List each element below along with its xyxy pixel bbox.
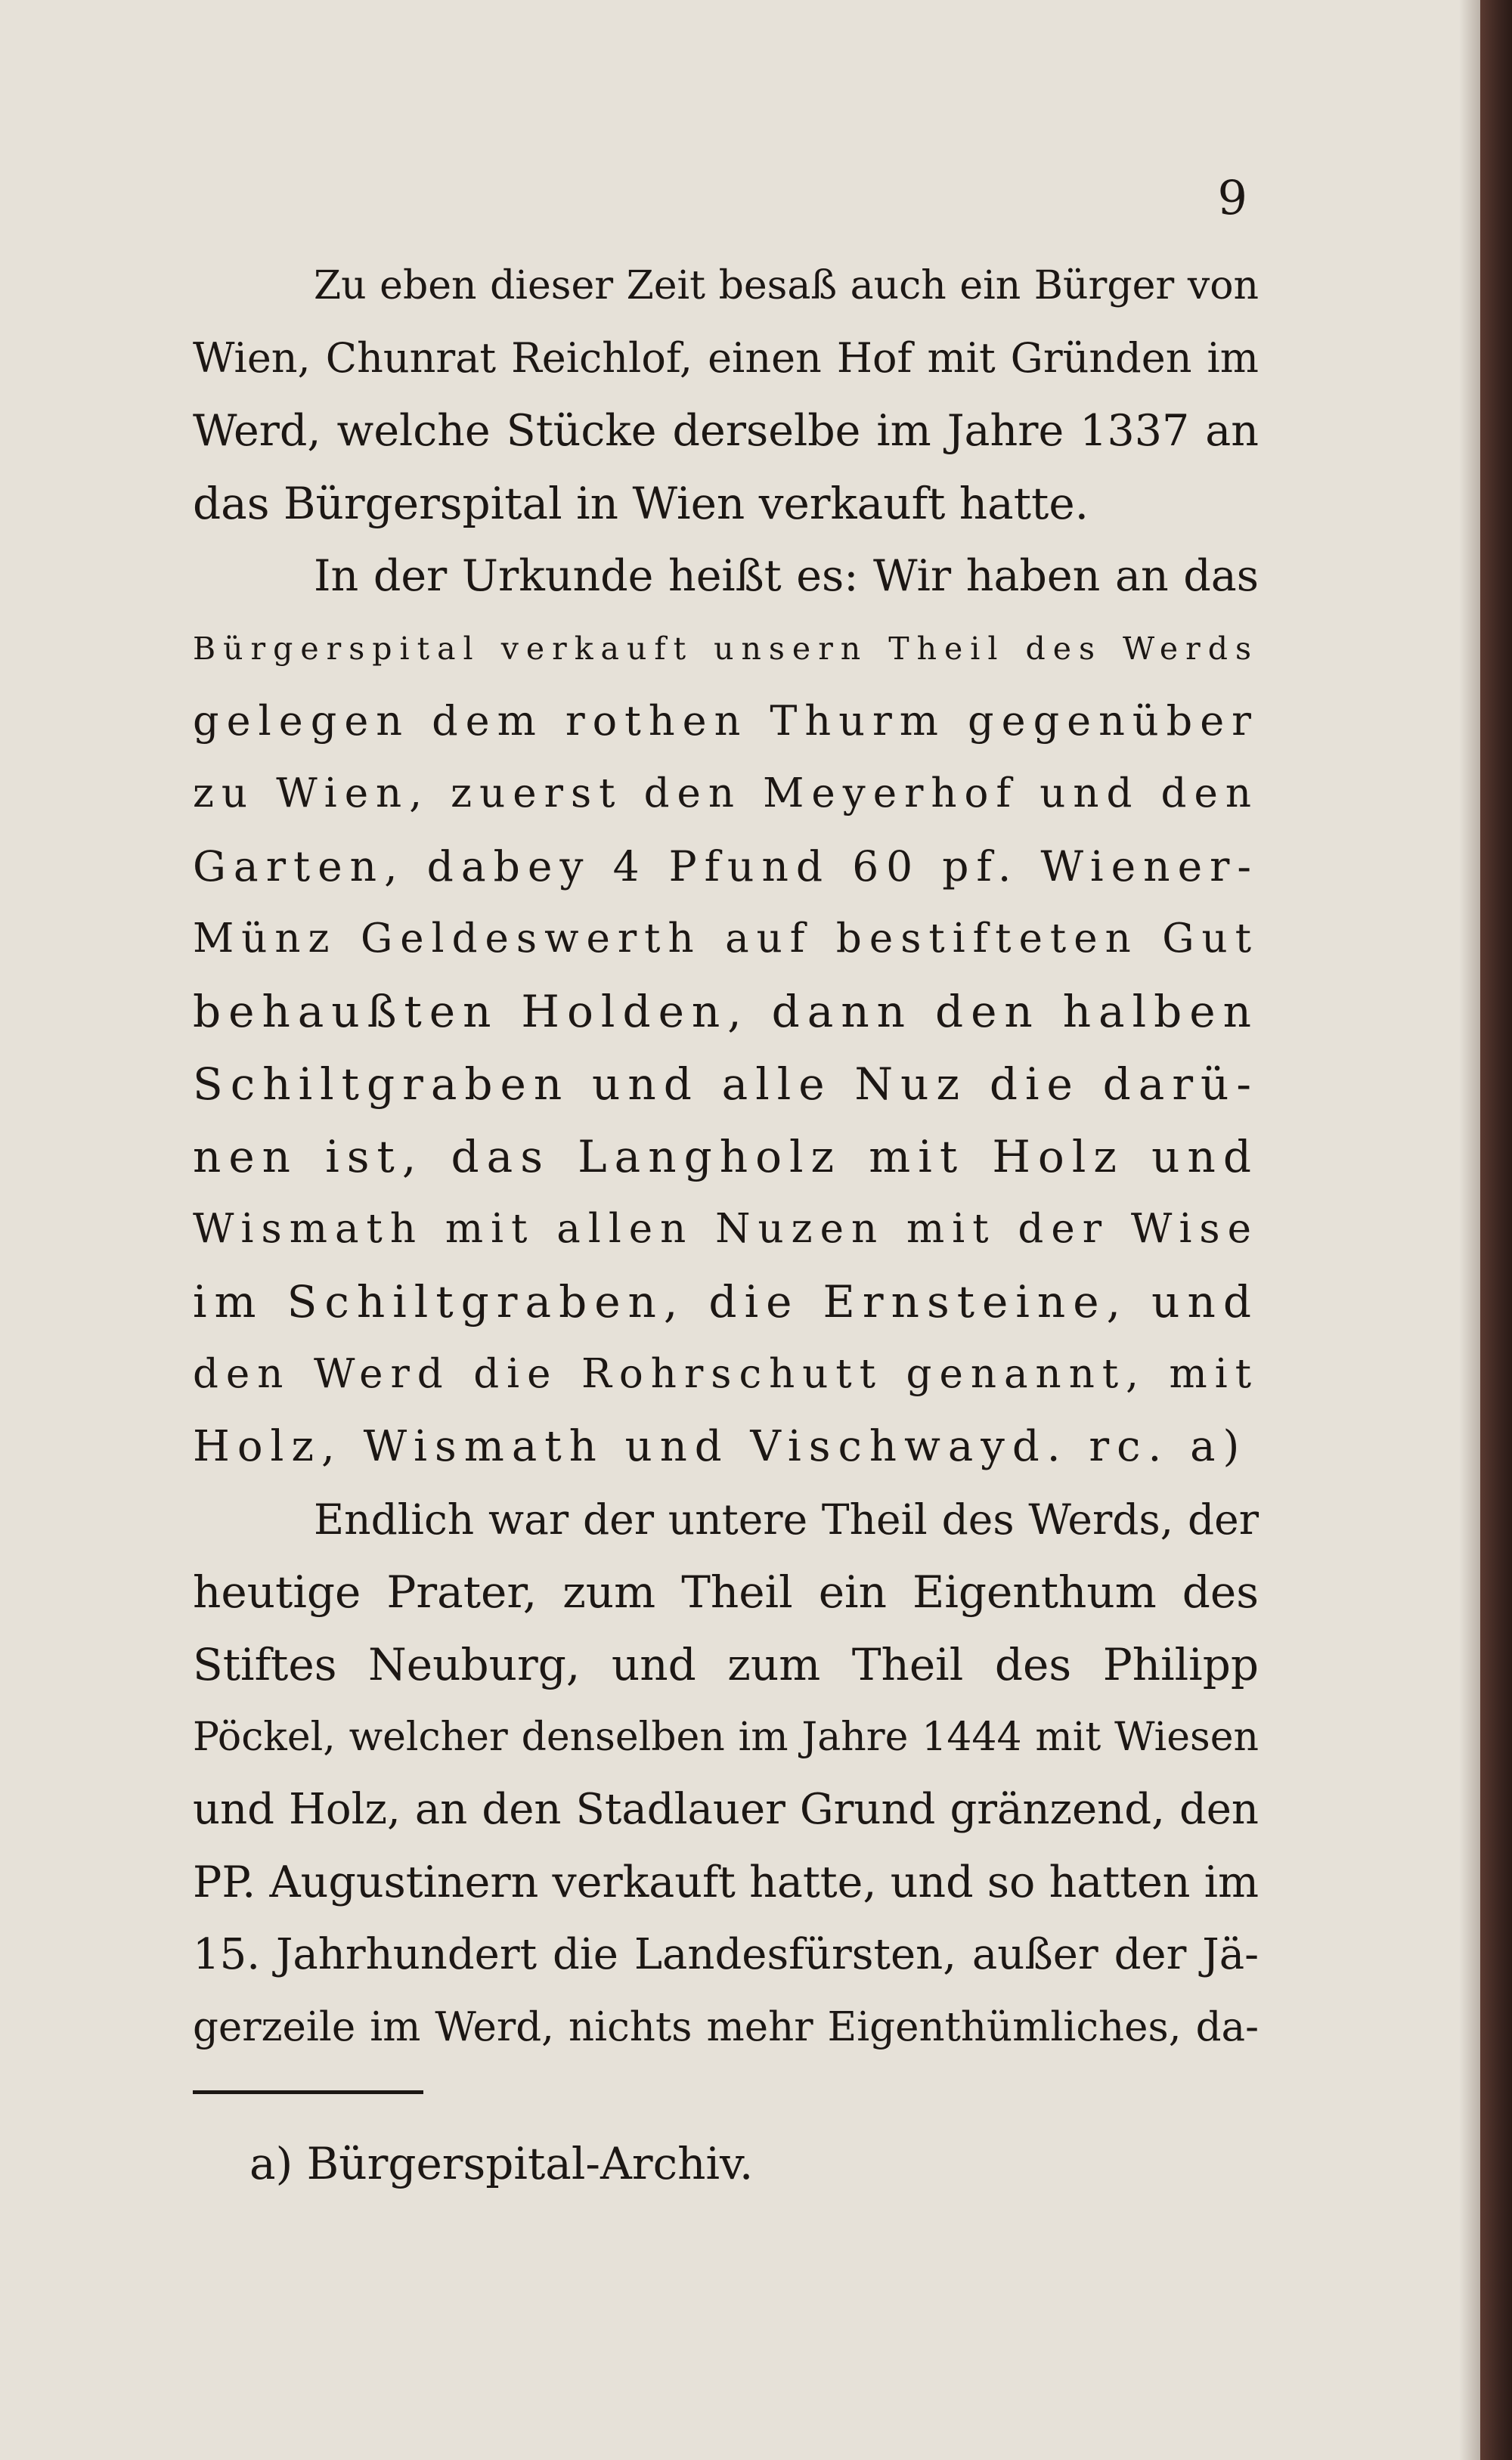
text-line: In der Urkunde heißt es: Wir haben an das <box>314 551 1259 601</box>
text-line: Werd, welche Stücke derselbe im Jahre 1337 an <box>193 406 1259 456</box>
text-line: behaußten Holden, dann den halben <box>193 986 1259 1037</box>
text-line: Bürgerspital verkauft unsern Theil des Werds <box>193 630 1259 667</box>
text-line: nen ist, das Langholz mit Holz und <box>193 1131 1259 1182</box>
text-line: das Bürgerspital in Wien verkauft hatte. <box>193 478 1089 529</box>
text-line: Stiftes Neuburg, und zum Theil des Philipp <box>193 1639 1259 1690</box>
page-number: 9 <box>1217 170 1247 225</box>
text-line: Wien, Chunrat Reichlof, einen Hof mit Gründen im <box>193 334 1259 382</box>
footnote: a) Bürgerspital-Archiv. <box>249 2138 754 2189</box>
text-line: PP. Augustinern verkauft hatte, und so hatten im <box>193 1857 1259 1907</box>
text-line: gelegen dem rothen Thurm gegenüber <box>193 697 1259 745</box>
text-line: gerzeile im Werd, nichts mehr Eigenthümliches, da- <box>193 2004 1259 2050</box>
page-edge-shadow <box>1459 0 1480 2460</box>
text-line: Wismath mit allen Nuzen mit der Wise <box>193 1206 1259 1252</box>
text-line: Endlich war der untere Theil des Werds, der <box>314 1495 1259 1544</box>
text-line: Holz, Wismath und Vischwayd. rc. a) <box>193 1422 1247 1471</box>
text-line: und Holz, an den Stadlauer Grund gränzend, den <box>193 1785 1259 1834</box>
text-line: Garten, dabey 4 Pfund 60 pf. Wiener- <box>193 842 1259 891</box>
text-line: heutige Prater, zum Theil ein Eigenthum des <box>193 1566 1259 1618</box>
text-line: 15. Jahrhundert die Landesfürsten, außer der Jä- <box>193 1930 1259 1979</box>
text-line: Schiltgraben und alle Nuz die darü- <box>193 1058 1259 1110</box>
text-line: Pöckel, welcher denselben im Jahre 1444 mit Wiesen <box>193 1715 1259 1760</box>
text-line: den Werd die Rohrschutt genannt, mit <box>193 1351 1259 1397</box>
body-text <box>193 249 1259 2064</box>
text-line: Zu eben dieser Zeit besaß auch ein Bürger von <box>314 263 1259 308</box>
book-binding-edge <box>1480 0 1512 2460</box>
footnote-rule <box>193 2090 423 2094</box>
text-line: Münz Geldeswerth auf bestifteten Gut <box>193 916 1259 962</box>
text-line: im Schiltgraben, die Ernsteine, und <box>193 1276 1259 1328</box>
text-line: zu Wien, zuerst den Meyerhof und den <box>193 770 1259 816</box>
